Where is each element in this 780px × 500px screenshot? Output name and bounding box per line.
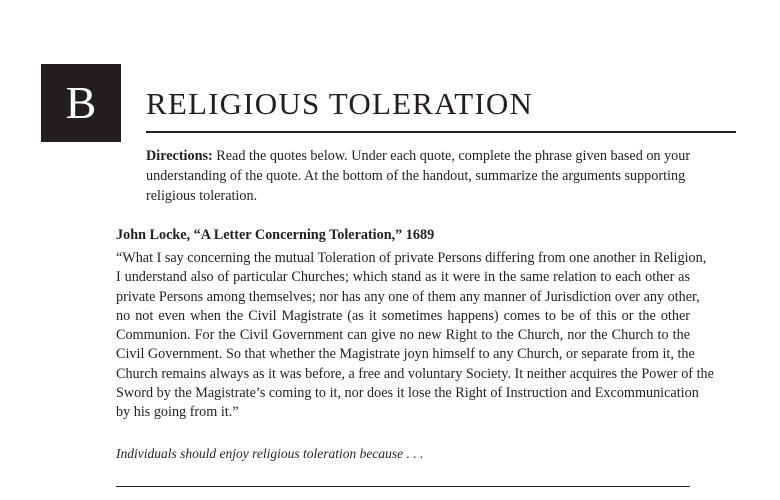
quote-line: Communion. For the Civil Government can give no new Right to the Church, nor the Church to the [116, 327, 690, 344]
directions-paragraph [146, 146, 706, 206]
quote-line: “What I say concerning the mutual Toleration of private Persons differing from one another in Religion, [116, 250, 707, 266]
quote-source: John Locke, “A Letter Concerning Toleration,” 1689 [116, 227, 435, 243]
quote-text [116, 249, 714, 423]
answer-line[interactable] [116, 486, 690, 487]
section-letter: B [65, 77, 97, 128]
quote-line: by his going from it.” [116, 404, 239, 421]
quote-line: Church remains always as it was before, a free and voluntary Society. It neither acquires the Power of the [116, 365, 714, 382]
quote-line: I understand also of particular Churches; which stand as it were in the same relation to each other as [116, 269, 690, 286]
response-prompt: Individuals should enjoy religious toleration because . . . [116, 446, 424, 461]
directions-label: Directions: [146, 148, 213, 164]
quote-line: no not even when the Civil Magistrate (as it sometimes happens) comes to be of this or the other [116, 307, 690, 324]
quote-line: Sword by the Magistrate’s coming to it, nor does it lose the Right of Instruction and Excommunication [116, 385, 699, 402]
quote-line: Civil Government. So that whether the Magistrate joyn himself to any Church, or separate from it, the [116, 346, 695, 363]
quote-line: private Persons among themselves; nor has any one of them any manner of Jurisdiction over any other, [116, 288, 700, 305]
title-divider [146, 131, 736, 133]
directions-text: Read the quotes below. Under each quote, complete the phrase given based on your understanding of the quote. At the bottom of the handout, summarize the arguments supporting religious toleration. [146, 148, 691, 204]
page-title: RELIGIOUS TOLERATION [146, 86, 534, 121]
section-letter-badge [41, 64, 121, 142]
